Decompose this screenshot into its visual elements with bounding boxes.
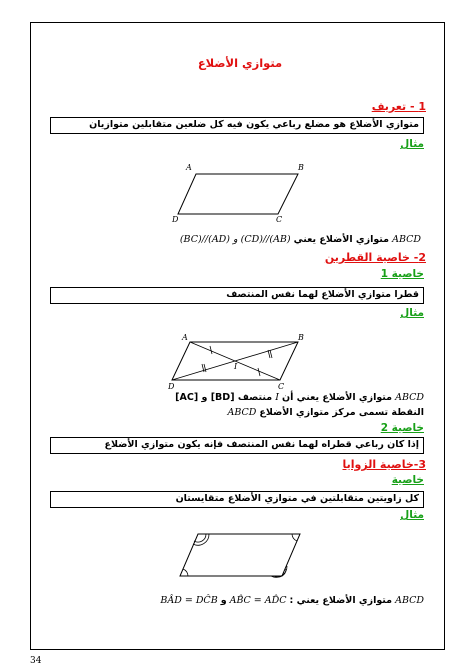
center-label-i: I	[234, 362, 238, 371]
angle-equation-2: BÂD = DĈB	[160, 595, 218, 606]
angle-arc-b	[292, 534, 297, 541]
page-number: 34	[30, 656, 42, 666]
property-1-box: قطرا متوازي الأضلاع لهما نفس المنتصف	[50, 287, 424, 304]
statement-math: ABCD	[395, 595, 424, 606]
definition-statement	[179, 234, 421, 245]
statement-rest: منتصف [BD] و [AC]	[175, 392, 273, 403]
angle-equation-1: AB̂C = AD̂C	[229, 595, 287, 606]
diagonals-statement-1	[175, 392, 424, 403]
example-label-1: مثال	[400, 138, 424, 150]
statement-math: ABCD	[392, 234, 421, 245]
tick-mark	[204, 364, 206, 372]
statement-text: متوازي الأضلاع يعني :	[289, 595, 393, 606]
section-heading-diagonals: 2- خاصية القطرين	[324, 251, 426, 264]
vertex-label-a: A	[182, 333, 188, 342]
diagonals-statement-2	[200, 407, 424, 418]
property-3-box: كل زاويتين متقابلتين في متوازي الأضلاع متقايستان	[50, 491, 424, 508]
tick-mark	[270, 350, 272, 358]
vertex-label-b: B	[298, 163, 304, 172]
section-heading-angles: 3-خاصية الزوايا	[342, 458, 426, 471]
statement-text: متوازي الأضلاع يعني	[293, 234, 390, 245]
statement-relation: (AB)//(CD) و (AD)//(BC)	[179, 234, 291, 245]
page-title: متوازي الأضلاع	[197, 56, 283, 70]
section-heading-definition: 1 - تعريف	[371, 100, 426, 113]
property-label-3: خاصية	[391, 474, 424, 486]
angles-statement	[160, 595, 424, 606]
and-word: و	[220, 595, 227, 606]
vertex-label-b: B	[298, 333, 304, 342]
midpoint-label: I	[275, 392, 279, 403]
parallelogram-shape	[178, 174, 298, 214]
tick-mark	[268, 350, 270, 358]
example-label-3: مثال	[400, 509, 424, 521]
vertex-label-c: C	[278, 382, 285, 390]
tick-mark	[258, 368, 260, 376]
statement-math: ABCD	[395, 392, 424, 403]
vertex-label-d: D	[172, 215, 179, 224]
property-label-2: خاصية 2	[380, 422, 424, 434]
diagonal-bd	[172, 342, 298, 380]
parallelogram-figure-1	[170, 158, 310, 224]
vertex-label-d: D	[168, 382, 175, 390]
property-2-box: إذا كان رباعي قطراه لهما نفس المنتصف فإنه يكون متوازي الأضلاع	[50, 437, 424, 454]
angle-arc-d	[183, 569, 188, 576]
tick-mark	[210, 346, 212, 354]
definition-box: متوازي الأضلاع هو مضلع رباعي يكون فيه كل ضلعين متقابلين متوازيان	[50, 117, 424, 134]
parallelogram-shape	[180, 534, 300, 576]
example-label-2: مثال	[400, 307, 424, 319]
property-label-1: خاصية 1	[380, 268, 424, 280]
parallelogram-figure-2	[168, 332, 308, 390]
vertex-label-c: C	[276, 215, 283, 224]
parallelogram-figure-3	[172, 528, 312, 584]
statement-text: النقطة تسمى مركز متوازي الأضلاع	[259, 407, 424, 418]
statement-text: متوازي الأضلاع يعني أن	[281, 392, 393, 403]
vertex-label-a: A	[186, 163, 192, 172]
statement-math: ABCD	[227, 407, 257, 418]
